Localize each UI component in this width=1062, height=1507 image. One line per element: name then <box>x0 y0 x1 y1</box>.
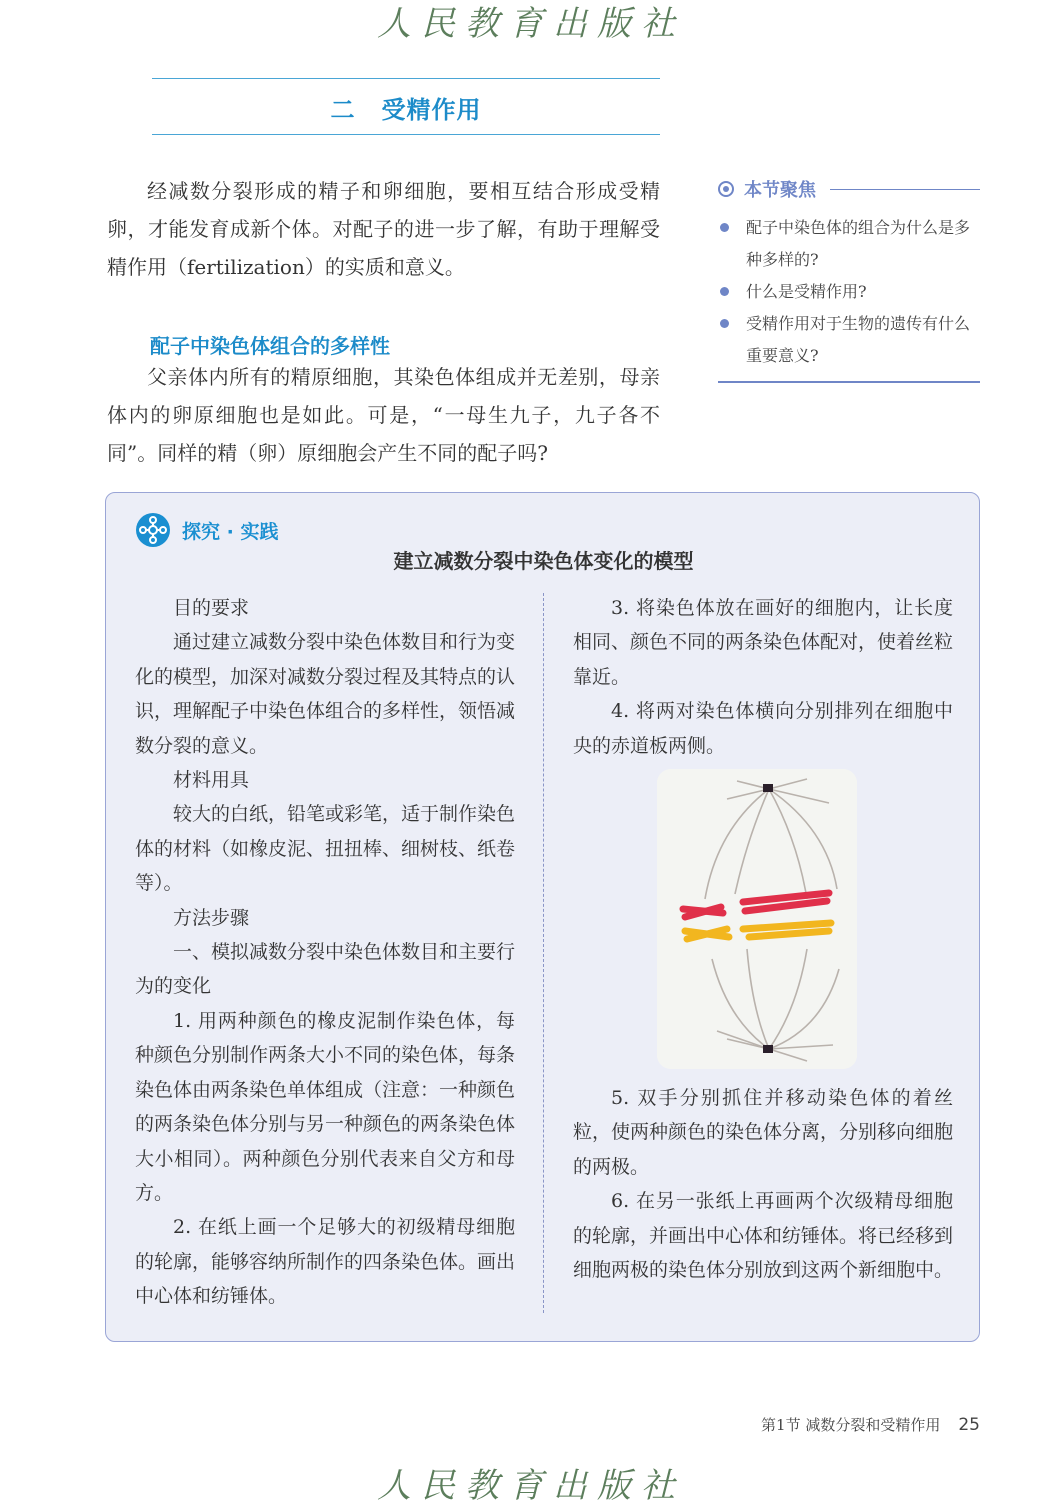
focus-item-text: 受精作用对于生物的遗传有什么重要意义? <box>746 314 971 365</box>
heading-materials: 材料用具 <box>173 769 250 792</box>
focus-list <box>718 212 980 372</box>
title-bottom-rule <box>152 134 660 135</box>
inquiry-right-column-bottom <box>573 1081 953 1287</box>
focus-item-text: 配子中染色体的组合为什么是多种多样的? <box>746 218 971 269</box>
page-footer <box>761 1414 980 1435</box>
intro-paragraph <box>107 172 660 286</box>
bullet-icon <box>720 287 729 296</box>
focus-item-text: 什么是受精作用? <box>746 282 867 301</box>
step-3: 3. 将染色体放在画好的细胞内，让长度相同、颜色不同的两条染色体配对，使着丝粒靠近。 <box>573 597 954 688</box>
step-6: 6. 在另一张纸上再画两个次级精母细胞的轮廓，并画出中心体和纺锤体。将已经移到细胞两极的染色体分别放到这两个新细胞中。 <box>573 1190 954 1282</box>
step-4: 4. 将两对染色体横向分别排列在细胞中央的赤道板两侧。 <box>573 700 953 757</box>
procedure-part-one: 一、模拟减数分裂中染色体数目和主要行为的变化 <box>135 941 516 998</box>
step-2: 2. 在纸上画一个足够大的初级精母细胞的轮廓，能够容纳所制作的四条染色体。画出中心体和纺锤体。 <box>135 1216 516 1308</box>
bullet-icon <box>720 319 729 328</box>
heading-procedure: 方法步骤 <box>173 906 250 929</box>
section-title-text: 受精作用 <box>381 96 482 124</box>
column-divider <box>543 593 544 1313</box>
step-1: 1. 用两种颜色的橡皮泥制作染色体，每种颜色分别制作两条大小不同的染色体，每条染色体由两条染色单体组成（注意：一种颜色的两条染色体分别与另一种颜色的两条染色体大小相同）。两种颜色分别代表来自父方和母方。 <box>135 1009 516 1204</box>
subsection-paragraph <box>107 358 660 472</box>
focus-title: 本节聚焦 <box>744 180 816 201</box>
footer-chapter: 第1节 减数分裂和受精作用 <box>761 1416 941 1434</box>
section-focus-box <box>718 176 980 372</box>
section-title <box>152 90 660 126</box>
title-top-rule <box>152 78 660 79</box>
inquiry-practice-box <box>105 492 980 1342</box>
focus-bottom-rule <box>718 381 980 383</box>
focus-item <box>718 276 980 308</box>
inquiry-label: 探究 · 实践 <box>182 521 279 543</box>
focus-header <box>718 176 980 204</box>
chromosome-model-photo <box>657 769 857 1069</box>
publisher-watermark-top: 人民教育出版社 <box>377 4 685 44</box>
inquiry-title: 建立减数分裂中染色体变化的模型 <box>393 549 694 573</box>
inquiry-right-column-top <box>573 591 953 763</box>
materials-text: 较大的白纸，铅笔或彩笔，适于制作染色体的材料（如橡皮泥、扭扭棒、细树枝、纸卷等）。 <box>135 803 516 895</box>
focus-item <box>718 212 980 276</box>
inquiry-left-column <box>135 591 515 1314</box>
bullet-icon <box>720 223 729 232</box>
section-number: 二 <box>330 96 356 124</box>
focus-item <box>718 308 980 372</box>
molecule-icon <box>136 513 170 547</box>
objectives-text: 通过建立减数分裂中染色体数目和行为变化的模型，加深对减数分裂过程及其特点的认识，理解配子中染色体组合的多样性，领悟减数分裂的意义。 <box>135 631 516 757</box>
subsection-heading: 配子中染色体组合的多样性 <box>150 334 390 358</box>
intro-text: 经减数分裂形成的精子和卵细胞，要相互结合形成受精卵，才能发育成新个体。对配子的进一步了解，有助于理解受精作用（fertilization）的实质和意义。 <box>107 179 660 279</box>
step-5: 5. 双手分别抓住并移动染色体的着丝粒，使两种颜色的染色体分离，分别移向细胞的两极。 <box>573 1087 954 1178</box>
target-icon <box>718 181 734 197</box>
subsection-text: 父亲体内所有的精原细胞，其染色体组成并无差别，母亲体内的卵原细胞也是如此。可是，“一母生九子，九子各不同”。同样的精（卵）原细胞会产生不同的配子吗? <box>107 365 660 465</box>
focus-header-rule <box>830 189 980 190</box>
page-number: 25 <box>958 1415 980 1435</box>
heading-objectives: 目的要求 <box>173 597 250 619</box>
publisher-watermark-bottom: 人民教育出版社 <box>377 1466 685 1506</box>
